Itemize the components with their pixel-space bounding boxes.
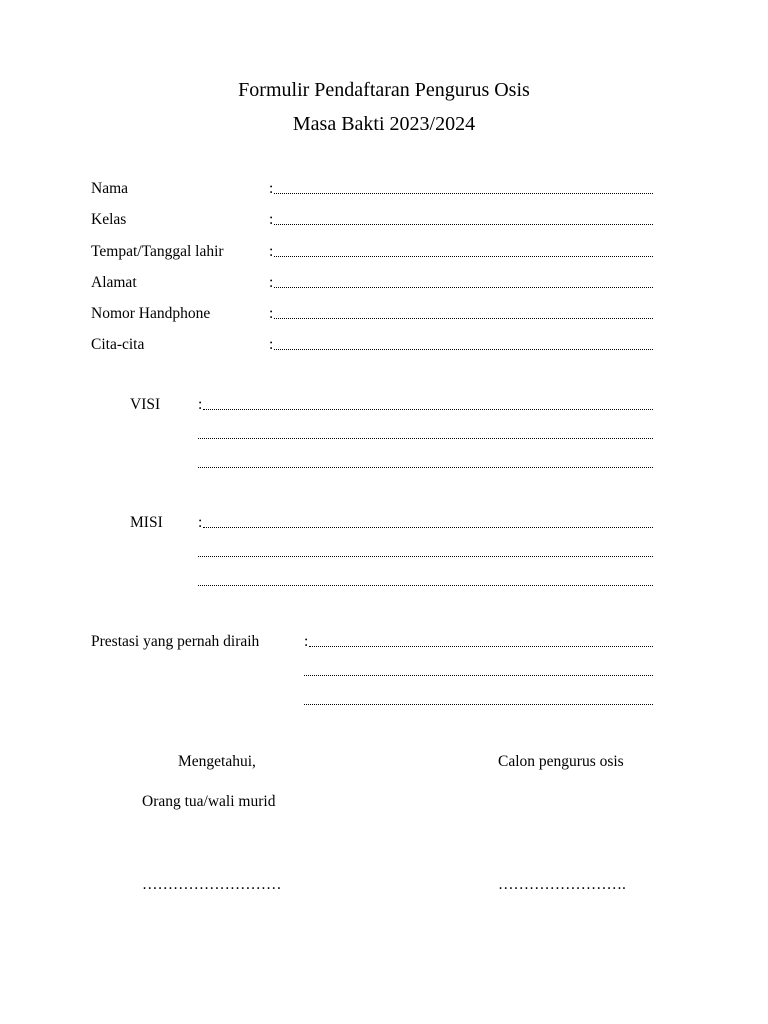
field-colon: : [269, 211, 274, 228]
dotted-line [274, 274, 653, 292]
field-input-cita-cita[interactable] [269, 336, 653, 354]
visi-input-line-2[interactable] [198, 425, 653, 443]
field-label-alamat: Alamat [91, 274, 137, 291]
dotted-line [198, 543, 653, 561]
dotted-line [309, 633, 653, 651]
misi-input-line-2[interactable] [198, 543, 653, 561]
signature-left-role: Orang tua/wali murid [142, 793, 276, 810]
dotted-line [198, 572, 653, 590]
field-label-tempat-tanggal-lahir: Tempat/Tanggal lahir [91, 243, 224, 260]
field-input-kelas[interactable] [269, 211, 653, 229]
visi-input-line-3[interactable] [198, 454, 653, 472]
field-label-cita-cita: Cita-cita [91, 336, 145, 353]
field-input-nomor-handphone[interactable] [269, 305, 653, 323]
field-colon: : [269, 336, 274, 353]
misi-input-line-3[interactable] [198, 572, 653, 590]
dotted-line [304, 691, 653, 709]
signature-right-line[interactable]: ……………………. [498, 876, 626, 893]
field-colon: : [269, 305, 274, 322]
dotted-line [274, 305, 653, 323]
form-title: Formulir Pendaftaran Pengurus Osis [238, 79, 530, 101]
field-colon: : [269, 243, 274, 260]
signature-left-heading: Mengetahui, [178, 753, 256, 770]
signature-right-heading: Calon pengurus osis [498, 753, 624, 770]
prestasi-label: Prestasi yang pernah diraih [91, 633, 260, 650]
field-colon: : [198, 514, 203, 531]
dotted-line [203, 514, 653, 532]
field-label-nama: Nama [91, 180, 129, 197]
field-colon: : [304, 633, 309, 650]
visi-input-line-1[interactable] [198, 396, 653, 414]
dotted-line [304, 662, 653, 680]
field-label-kelas: Kelas [91, 211, 127, 228]
field-input-tempat-tanggal-lahir[interactable] [269, 243, 653, 261]
field-label-nomor-handphone: Nomor Handphone [91, 305, 211, 322]
field-input-nama[interactable] [269, 180, 653, 198]
field-colon: : [269, 274, 274, 291]
prestasi-input-line-1[interactable] [304, 633, 653, 651]
field-colon: : [198, 396, 203, 413]
visi-label: VISI [130, 396, 161, 413]
dotted-line [203, 396, 653, 414]
dotted-line [274, 243, 653, 261]
dotted-line [274, 211, 653, 229]
prestasi-input-line-3[interactable] [304, 691, 653, 709]
misi-label: MISI [130, 514, 163, 531]
prestasi-input-line-2[interactable] [304, 662, 653, 680]
field-colon: : [269, 180, 274, 197]
dotted-line [198, 425, 653, 443]
misi-input-line-1[interactable] [198, 514, 653, 532]
dotted-line [274, 336, 653, 354]
signature-left-line[interactable]: ……………………… [142, 876, 282, 893]
field-input-alamat[interactable] [269, 274, 653, 292]
form-subtitle: Masa Bakti 2023/2024 [292, 113, 476, 135]
dotted-line [274, 180, 653, 198]
dotted-line [198, 454, 653, 472]
